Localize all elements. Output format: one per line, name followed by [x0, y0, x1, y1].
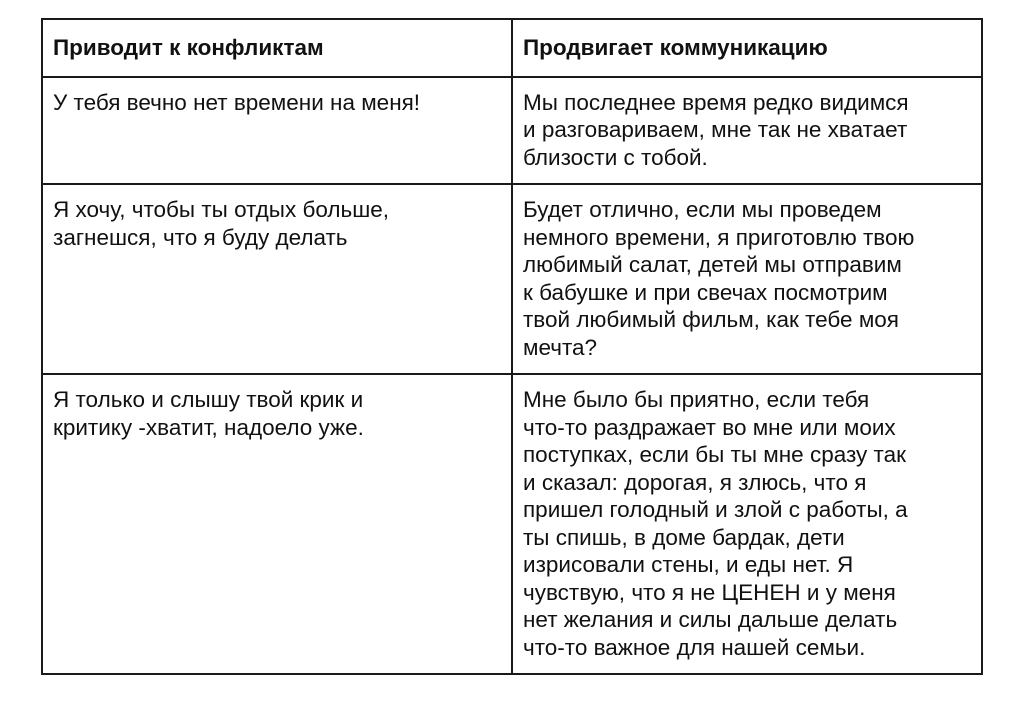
header-row	[42, 19, 982, 77]
header-communication: Продвигает коммуникацию	[512, 19, 982, 77]
conflict-phrase: У тебя вечно нет времени на меня!	[42, 77, 512, 185]
table-row	[42, 77, 982, 185]
conflict-phrase: Я только и слышу твой крик и критику -хватит, надоело уже.	[42, 374, 512, 674]
communication-phrase: Будет отлично, если мы проведем немного времени, я приготовлю твою любимый салат, детей мы отправим к бабушке и при свечах посмотрим твой любимый фильм, как тебе моя мечта?	[512, 184, 982, 374]
communication-table	[41, 18, 983, 675]
table-row	[42, 374, 982, 674]
conflict-phrase: Я хочу, чтобы ты отдых больше, загнешся, что я буду делать	[42, 184, 512, 374]
communication-phrase: Мы последнее время редко видимся и разговариваем, мне так не хватает близости с тобой.	[512, 77, 982, 185]
table-row	[42, 184, 982, 374]
header-conflict: Приводит к конфликтам	[42, 19, 512, 77]
communication-phrase: Мне было бы приятно, если тебя что-то раздражает во мне или моих поступках, если бы ты мне сразу так и сказал: дорогая, я злюсь, что я пришел голодный и злой с работы, а ты спишь, в доме бардак, дети изрисовали стены, и еды нет. Я чувствую, что я не ЦЕНЕН и у меня нет желания и силы дальше делать что-то важное для нашей семьи.	[512, 374, 982, 674]
